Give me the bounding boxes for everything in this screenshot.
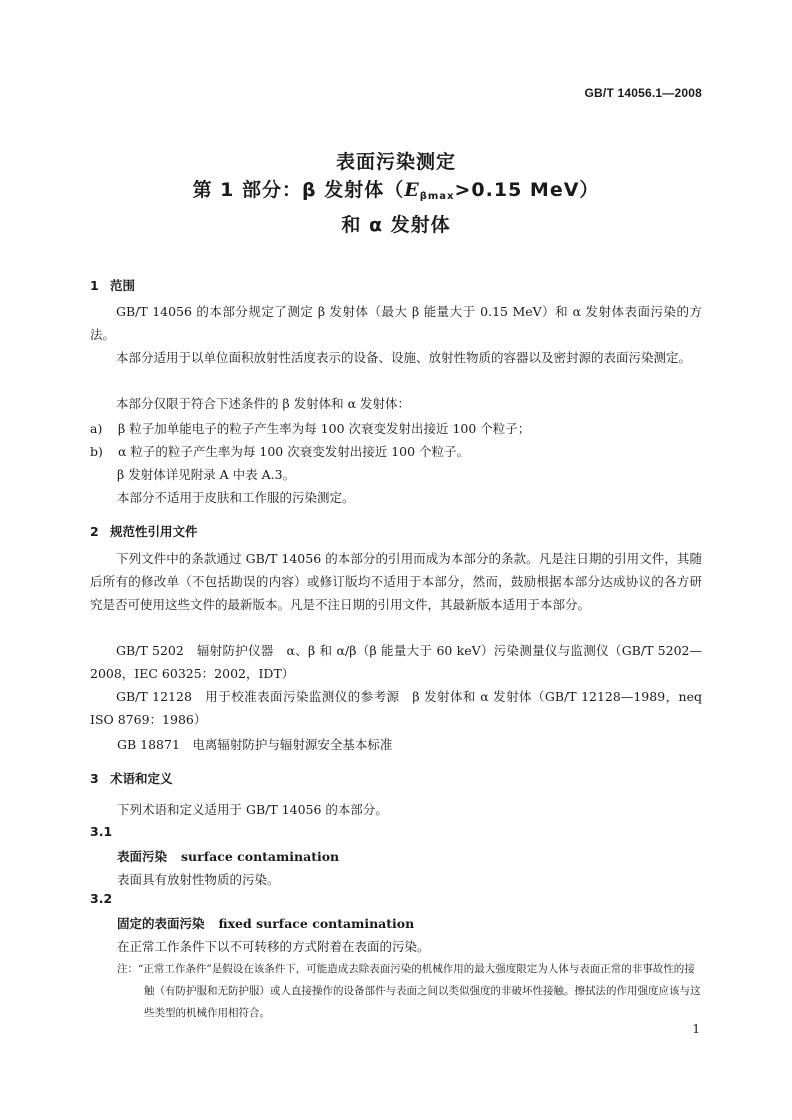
title-line-2-prefix: 第 1 部分：β 发射体（	[192, 179, 405, 201]
section-number: 2	[90, 524, 99, 539]
note	[117, 958, 702, 1024]
clause-number: 3.2	[90, 891, 113, 906]
term-chinese: 表面污染	[117, 849, 168, 864]
list-label: a)	[90, 421, 103, 436]
title-subscript: βmax	[419, 191, 455, 202]
paragraph: 本部分仅限于符合下述条件的 β 发射体和 α 发射体：	[116, 396, 411, 411]
note-text: 注：“正常工作条件”是假设在该条件下，可能造成去除表面污染的机械作用的最大强度限定为人体与表面正常的非事故性的接触（有防护服和无防护服）或人直接操作的设备部件与表面之间以类似强度的非破坏性接触。擦拭法的作用强度应该与这些类型的机械作用相符合。	[117, 963, 701, 1019]
paragraph: 本部分不适用于皮肤和工作服的污染测定。	[117, 490, 355, 505]
list-text: α 粒子的粒子产生率为每 100 次衰变发射出接近 100 个粒子。	[118, 444, 470, 459]
term-english: fixed surface contamination	[218, 916, 415, 931]
reference-item: GB 18871 电离辐射防护与辐射源安全基本标准	[117, 737, 393, 752]
paragraph: 本部分适用于以单位面积放射性活度表示的设备、设施、放射性物质的容器以及密封源的表面污染测定。	[116, 350, 692, 365]
reference-item: GB/T 5202 辐射防护仪器 α、β 和 α/β（β 能量大于 60 keV）污染测量仪与监测仪（GB/T 5202—2008，IEC 60325：2002，IDT）	[90, 643, 702, 681]
list-text: β 粒子加单能电子的粒子产生率为每 100 次衰变发射出接近 100 个粒子；	[118, 421, 531, 436]
section-title: 范围	[110, 278, 136, 293]
section-2-heading	[90, 522, 198, 540]
section-1-heading	[90, 276, 135, 294]
title-line-2	[0, 176, 792, 211]
section-number: 1	[90, 278, 99, 293]
term-chinese: 固定的表面污染	[117, 916, 205, 931]
paragraph: 下列文件中的条款通过 GB/T 14056 的本部分的引用而成为本部分的条款。凡是注日期的引用文件，其随后所有的修改单（不包括勘误的内容）或修订版均不适用于本部分，然而，鼓励根据本部分达成协议的各方研究是否可使用这些文件的最新版本。凡是不注日期的引用文件，其最新版本适用于本部分。	[90, 551, 702, 612]
term-entry	[117, 847, 339, 865]
reference-item: GB/T 12128 用于校准表面污染监测仪的参考源 β 发射体和 α 发射体（GB/T 12128—1989，neq ISO 8769：1986）	[90, 689, 702, 727]
list-item	[90, 419, 530, 437]
section-number: 3	[90, 771, 99, 786]
section-title: 规范性引用文件	[110, 524, 198, 539]
title-line-1: 表面污染测定	[335, 151, 456, 173]
clause-number: 3.1	[90, 824, 113, 839]
list-label: b)	[90, 444, 103, 459]
document-title	[0, 148, 792, 239]
standard-number: GB/T 14056.1—2008	[584, 86, 702, 100]
paragraph: GB/T 14056 的本部分规定了测定 β 发射体（最大 β 能量大于 0.15 MeV）和 α 发射体表面污染的方法。	[90, 304, 702, 342]
list-item	[90, 442, 469, 460]
term-english: surface contamination	[181, 849, 340, 864]
paragraph: 下列术语和定义适用于 GB/T 14056 的本部分。	[117, 802, 388, 817]
page-number: 1	[692, 1022, 700, 1036]
title-line-2-suffix: >0.15 MeV）	[454, 179, 600, 201]
section-3-heading	[90, 769, 173, 787]
term-entry	[117, 914, 414, 932]
title-line-3: 和 α 发射体	[341, 214, 451, 236]
title-symbol: E	[404, 179, 420, 201]
section-title: 术语和定义	[110, 771, 173, 786]
term-definition: 在正常工作条件下以不可转移的方式附着在表面的污染。	[117, 939, 430, 954]
paragraph: β 发射体详见附录 A 中表 A.3。	[117, 467, 296, 482]
term-definition: 表面具有放射性物质的污染。	[117, 872, 280, 887]
